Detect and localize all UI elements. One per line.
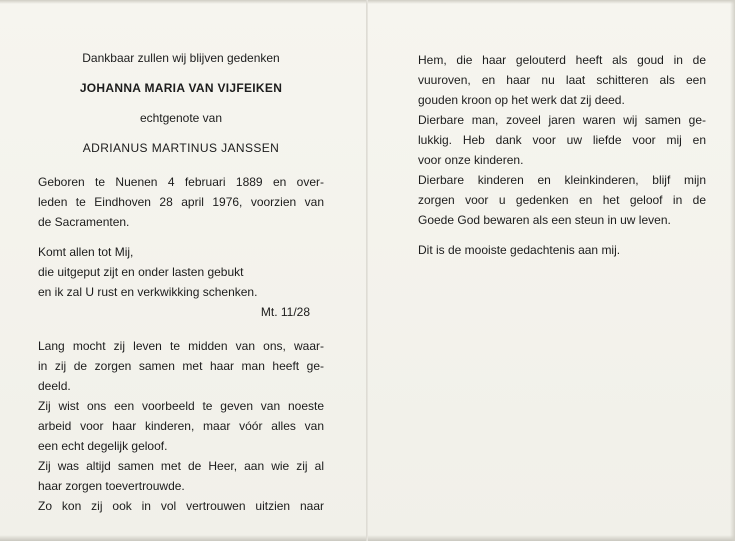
message-line: Hem, die haar gelouterd heeft als goud in de — [418, 53, 706, 67]
message-line: lukkig. Heb dank voor uw liefde voor mij en — [418, 133, 706, 147]
tribute-line: arbeid voor haar kinderen, maar vóór alles van — [38, 419, 324, 433]
verse-line: Komt allen tot Mij, — [38, 245, 134, 259]
spouse-of-text: echtgenote van — [139, 111, 223, 125]
verse-block — [38, 242, 324, 322]
tribute-line: Zij was altijd samen met de Heer, aan wie zij al — [38, 459, 324, 473]
message-line: gouden kroon op het werk dat zij deed. — [418, 93, 625, 107]
verse-reference: Mt. 11/28 — [260, 305, 310, 319]
bio-line: de Sacramenten. — [38, 215, 130, 229]
tribute-line: Zo kon zij ook in vol vertrouwen uitzien naar — [38, 499, 324, 513]
tribute-line: Zij wist ons een voorbeeld te geven van noeste — [38, 399, 324, 413]
card-fold — [366, 0, 368, 541]
bio-block — [38, 172, 324, 232]
spouse-name: ADRIANUS MARTINUS JANSSEN — [82, 141, 280, 155]
intro-text: Dankbaar zullen wij blijven gedenken — [82, 51, 280, 65]
message-line: Dierbare man, zoveel jaren waren wij samen ge- — [418, 113, 706, 127]
card-right-edge — [730, 0, 735, 541]
closing-line: Dit is de mooiste gedachtenis aan mij. — [418, 243, 621, 257]
verse-line: en ik zal U rust en verkwikking schenken. — [38, 285, 258, 299]
message-line: zorgen voor u gedenken en het geloof in de — [418, 193, 706, 207]
right-panel — [418, 50, 706, 260]
tribute-line: een echt degelijk geloof. — [38, 439, 168, 453]
left-panel — [38, 48, 324, 516]
tribute-line: haar zorgen toevertrouwde. — [38, 479, 185, 493]
message-line: voor onze kinderen. — [418, 153, 524, 167]
message-line: vuuroven, en haar nu laat schitteren als een — [418, 73, 706, 87]
tribute-line: Lang mocht zij leven te midden van ons, waar- — [38, 339, 324, 353]
message-line: Dierbare kinderen en kleinkinderen, blijf mijn — [418, 173, 706, 187]
verse-line: die uitgeput zijt en onder lasten gebukt — [38, 265, 244, 279]
bio-line: Geboren te Nuenen 4 februari 1889 en over- — [38, 175, 324, 189]
tribute-line: in zij de zorgen samen met haar man heeft ge- — [38, 359, 324, 373]
deceased-name: JOHANNA MARIA VAN VIJFEIKEN — [79, 81, 283, 95]
tribute-line: deeld. — [38, 379, 71, 393]
bio-line: leden te Eindhoven 28 april 1976, voorzien van — [38, 195, 324, 209]
tribute-block — [38, 336, 324, 516]
message-line: Goede God bewaren als een steun in uw leven. — [418, 213, 671, 227]
